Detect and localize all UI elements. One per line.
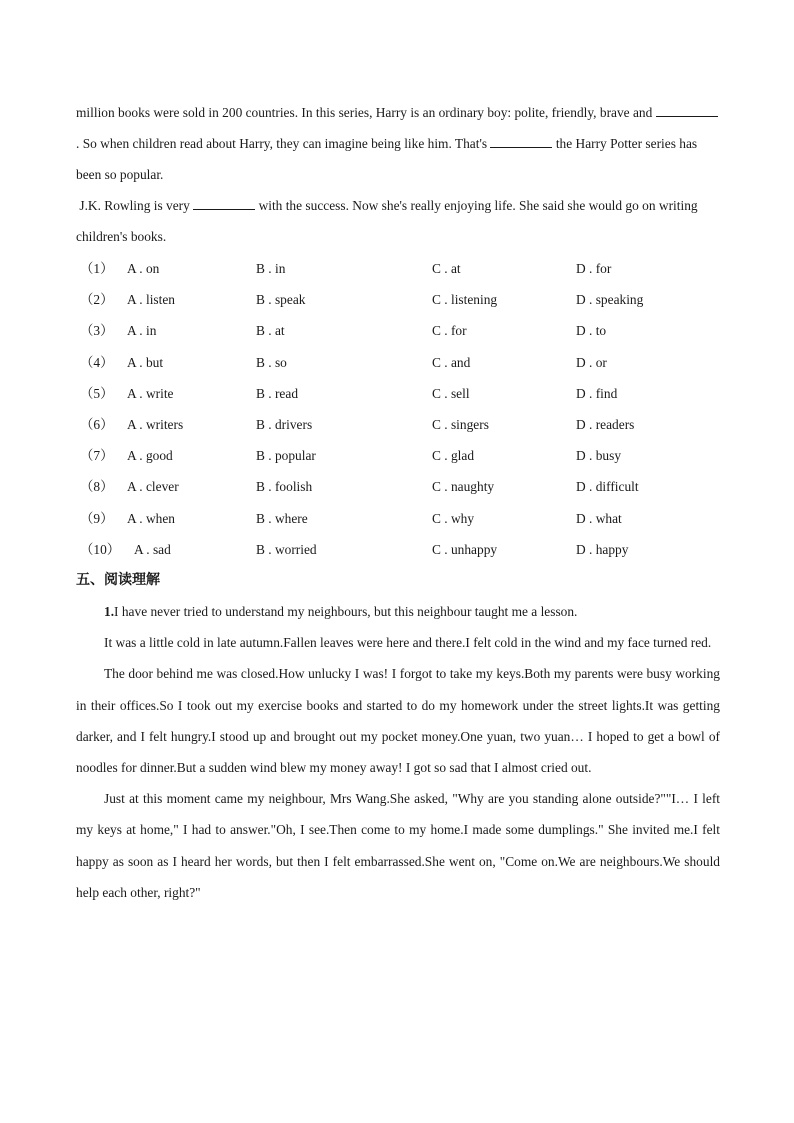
option-b: B . where: [256, 510, 308, 526]
option-d: D . find: [576, 385, 618, 401]
option-d: D . for: [576, 261, 612, 276]
question-number: （3）: [80, 323, 114, 339]
question-number: （10）: [80, 541, 121, 557]
option-b: B . read: [256, 385, 299, 401]
passage-text: . So when children read about Harry, they can imagine being like him. That's: [76, 136, 488, 152]
option-row: [76, 503, 736, 534]
option-b: B . popular: [256, 448, 316, 464]
question-number: （1）: [80, 261, 114, 276]
option-a: A . writers: [127, 416, 184, 432]
option-c: C . and: [432, 354, 471, 370]
reading-paragraph-3: The door behind me was closed.How unlucky I was! I forgot to take my keys.Both my parents were busy working in their offices.So I took out my exercise books and started to do my homework under the street lights.It was getting darker, and I felt hungry.I stood up and brought out my pocket money.One yuan, two yuan… I hoped to get a bowl of noodles for dinner.But a sudden wind blew my money away! I got so sad that I almost cried out.: [76, 666, 720, 776]
option-a: A . in: [127, 323, 157, 339]
option-row: [76, 440, 736, 471]
option-d: D . happy: [576, 541, 629, 557]
option-a: A . good: [127, 448, 173, 464]
options-table: [76, 253, 736, 565]
option-c: C . why: [432, 510, 475, 526]
reading-text: I have never tried to understand my neighbours, but this neighbour taught me a lesson.: [114, 604, 578, 619]
option-d: D . difficult: [576, 479, 639, 495]
option-row: [76, 253, 736, 284]
option-d: D . busy: [576, 448, 622, 464]
option-c: C . listening: [432, 292, 498, 308]
option-c: C . naughty: [432, 479, 495, 495]
answer-blank: [193, 198, 255, 210]
passage-paragraph-2: [76, 190, 720, 252]
option-row: [76, 378, 736, 409]
option-b: B . in: [256, 261, 286, 276]
option-row: [76, 347, 736, 378]
option-b: B . worried: [256, 541, 317, 557]
option-a: A . but: [127, 354, 164, 370]
option-b: B . drivers: [256, 416, 313, 432]
option-b: B . so: [256, 354, 287, 370]
option-row: [76, 534, 736, 565]
reading-paragraph-1: [76, 596, 720, 627]
option-a: A . on: [127, 261, 160, 276]
question-number: （5）: [80, 385, 114, 401]
reading-paragraph-4: Just at this moment came my neighbour, Mrs Wang.She asked, "Why are you standing alone outside?""I… I left my keys at home," I had to answer."Oh, I see.Then come to my home.I made some dumplings." She invited me.I felt happy as soon as I heard her words, but then I felt embarrassed.She went on, "Come on.We are neighbours.We should help each other, right?": [76, 791, 720, 900]
option-a: A . write: [127, 385, 174, 401]
answer-blank: [490, 136, 552, 148]
option-d: D . or: [576, 354, 607, 370]
option-d: D . readers: [576, 416, 635, 432]
option-c: C . unhappy: [432, 541, 498, 557]
option-row: [76, 284, 736, 315]
passage-paragraph-1: [76, 97, 720, 191]
question-number: （4）: [80, 354, 114, 370]
question-number: （9）: [80, 510, 114, 526]
option-d: D . to: [576, 323, 607, 339]
option-b: B . foolish: [256, 479, 313, 495]
answer-blank: [656, 105, 718, 117]
option-a: A . when: [127, 510, 175, 526]
passage-text: J.K. Rowling is very: [79, 198, 190, 213]
passage-text: the Harry Potter series has been so popular.: [76, 136, 698, 183]
option-a: A . listen: [127, 292, 175, 308]
question-number: （8）: [80, 479, 114, 495]
question-number: （6）: [80, 416, 114, 432]
option-row: [76, 315, 736, 346]
section-title: 五、阅读理解: [76, 572, 160, 588]
option-d: D . speaking: [576, 292, 644, 308]
question-number: （7）: [80, 448, 114, 464]
option-c: C . for: [432, 323, 467, 339]
option-c: C . sell: [432, 385, 470, 401]
reading-passage: [76, 596, 720, 908]
option-a: A . sad: [134, 541, 171, 557]
question-number: （2）: [80, 292, 114, 308]
option-row: [76, 471, 736, 502]
reading-paragraph-2: It was a little cold in late autumn.Fallen leaves were here and there.I felt cold in the wind and my face turned red.: [104, 635, 712, 651]
option-d: D . what: [576, 510, 622, 526]
option-c: C . at: [432, 261, 461, 276]
passage-text: million books were sold in 200 countries. In this series, Harry is an ordinary boy: polite, friendly, brave and: [76, 105, 653, 120]
option-a: A . clever: [127, 479, 179, 495]
option-b: B . speak: [256, 292, 306, 308]
question-number: 1.: [104, 604, 115, 619]
option-b: B . at: [256, 323, 285, 339]
passage-text: with the success. Now she's really enjoying life. She said she would go on writing children's books.: [76, 198, 698, 245]
option-row: [76, 409, 736, 440]
option-c: C . singers: [432, 416, 489, 432]
option-c: C . glad: [432, 448, 475, 464]
